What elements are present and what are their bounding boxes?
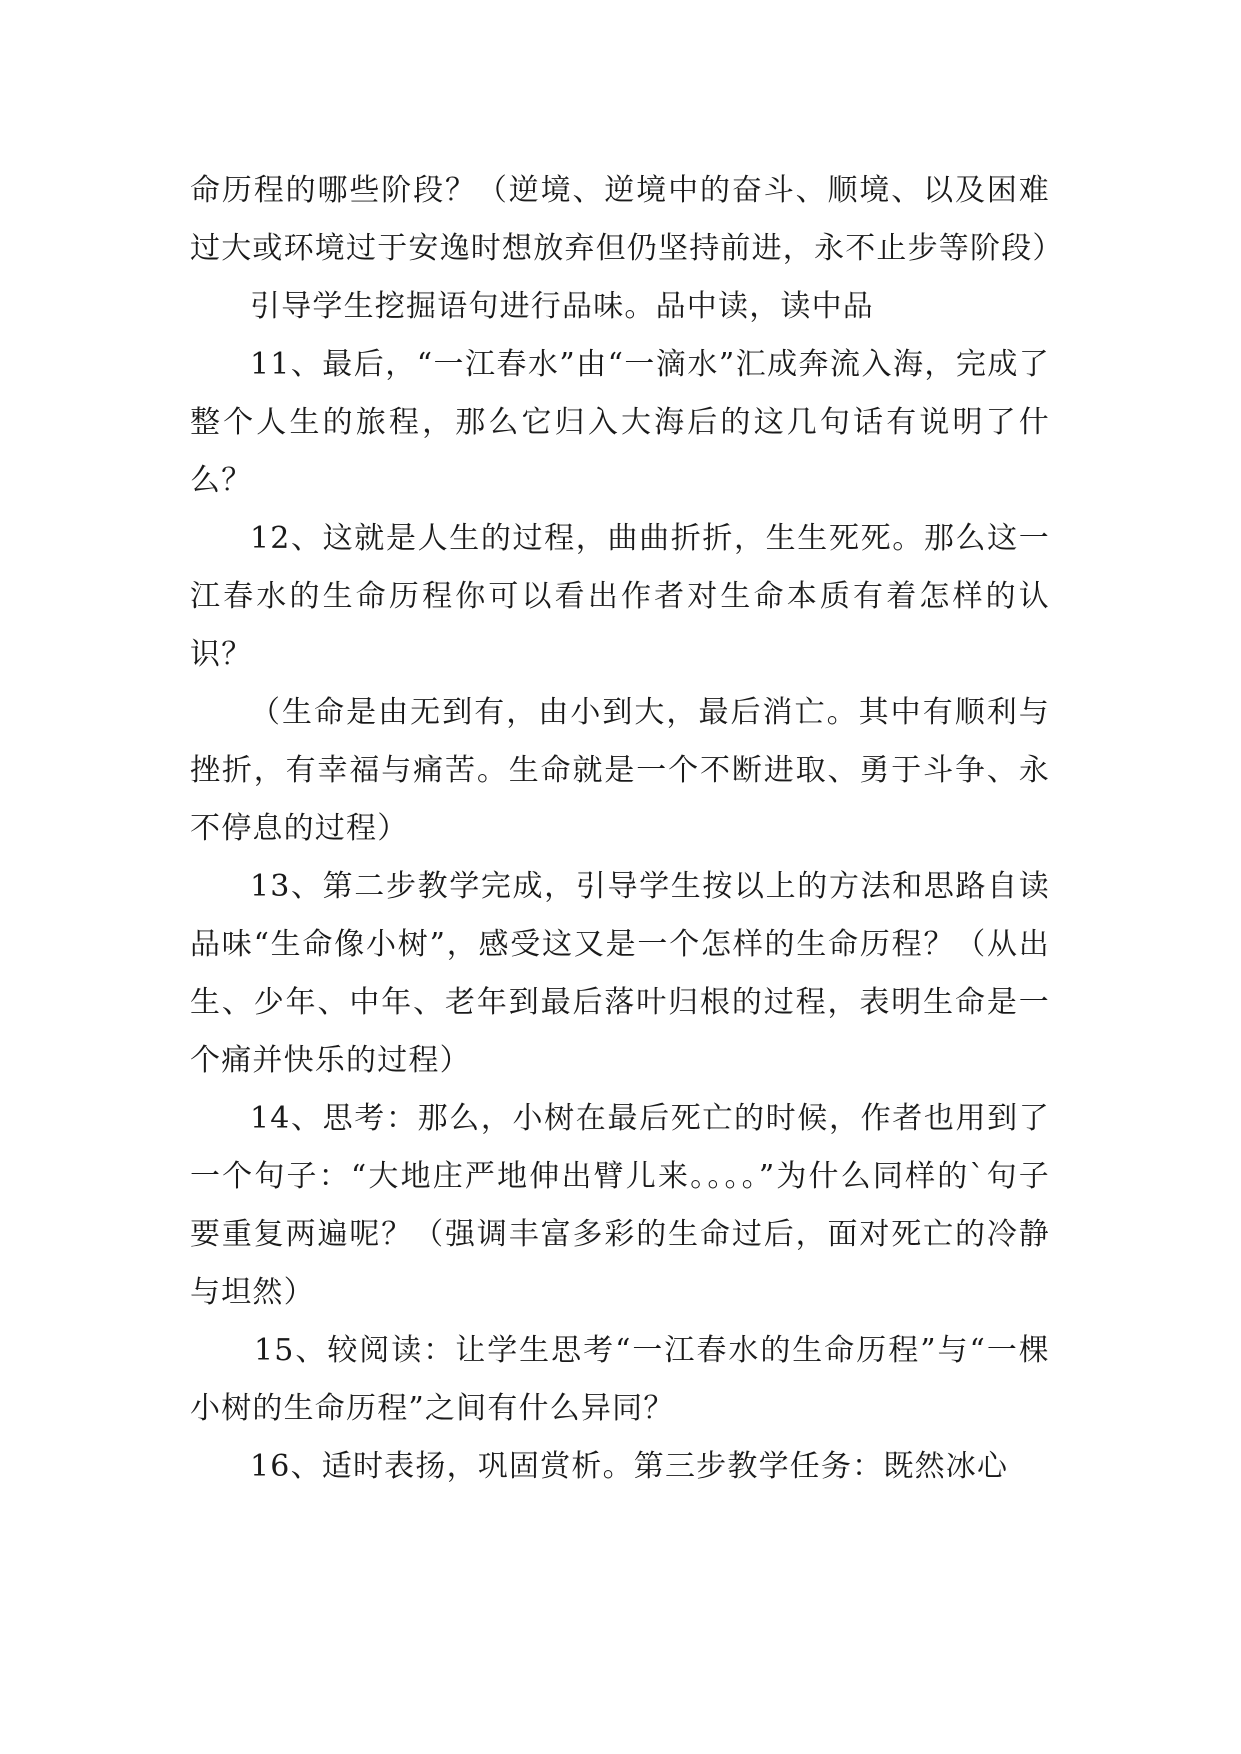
paragraph-3: 11、最后，“一江春水”由“一滴水”汇成奔流入海，完成了整个人生的旅程，那么它归入大海后的这几句话有说明了什么？	[190, 347, 1050, 498]
paragraph-1: 命历程的哪些阶段？（逆境、逆境中的奋斗、顺境、以及困难过大或环境过于安逸时想放弃但仍坚持前进，永不止步等阶段）	[190, 173, 1064, 266]
body-text	[190, 162, 1064, 1496]
paragraph-8: 15、较阅读：让学生思考“一江春水的生命历程”与“一棵小树的生命历程”之间有什么异同？	[190, 1333, 1050, 1426]
paragraph-5: （生命是由无到有，由小到大，最后消亡。其中有顺利与挫折，有幸福与痛苦。生命就是一个不断进取、勇于斗争、永不停息的过程）	[190, 695, 1050, 846]
paragraph-6: 13、第二步教学完成，引导学生按以上的方法和思路自读品味“生命像小树”，感受这又是一个怎样的生命历程？（从出生、少年、中年、老年到最后落叶归根的过程，表明生命是一个痛并快乐的过程）	[190, 869, 1050, 1078]
paragraph-7: 14、思考：那么，小树在最后死亡的时候，作者也用到了一个句子：“大地庄严地伸出臂儿来。。。。”为什么同样的`句子要重复两遍呢？（强调丰富多彩的生命过后，面对死亡的冷静与坦然）	[190, 1101, 1050, 1310]
paragraph-9: 16、适时表扬，巩固赏析。第三步教学任务：既然冰心	[250, 1449, 1009, 1484]
paragraph-2: 引导学生挖掘语句进行品味。品中读，读中品	[250, 289, 874, 324]
paragraph-4: 12、这就是人生的过程，曲曲折折，生生死死。那么这一江春水的生命历程你可以看出作者对生命本质有着怎样的认识？	[190, 521, 1050, 672]
